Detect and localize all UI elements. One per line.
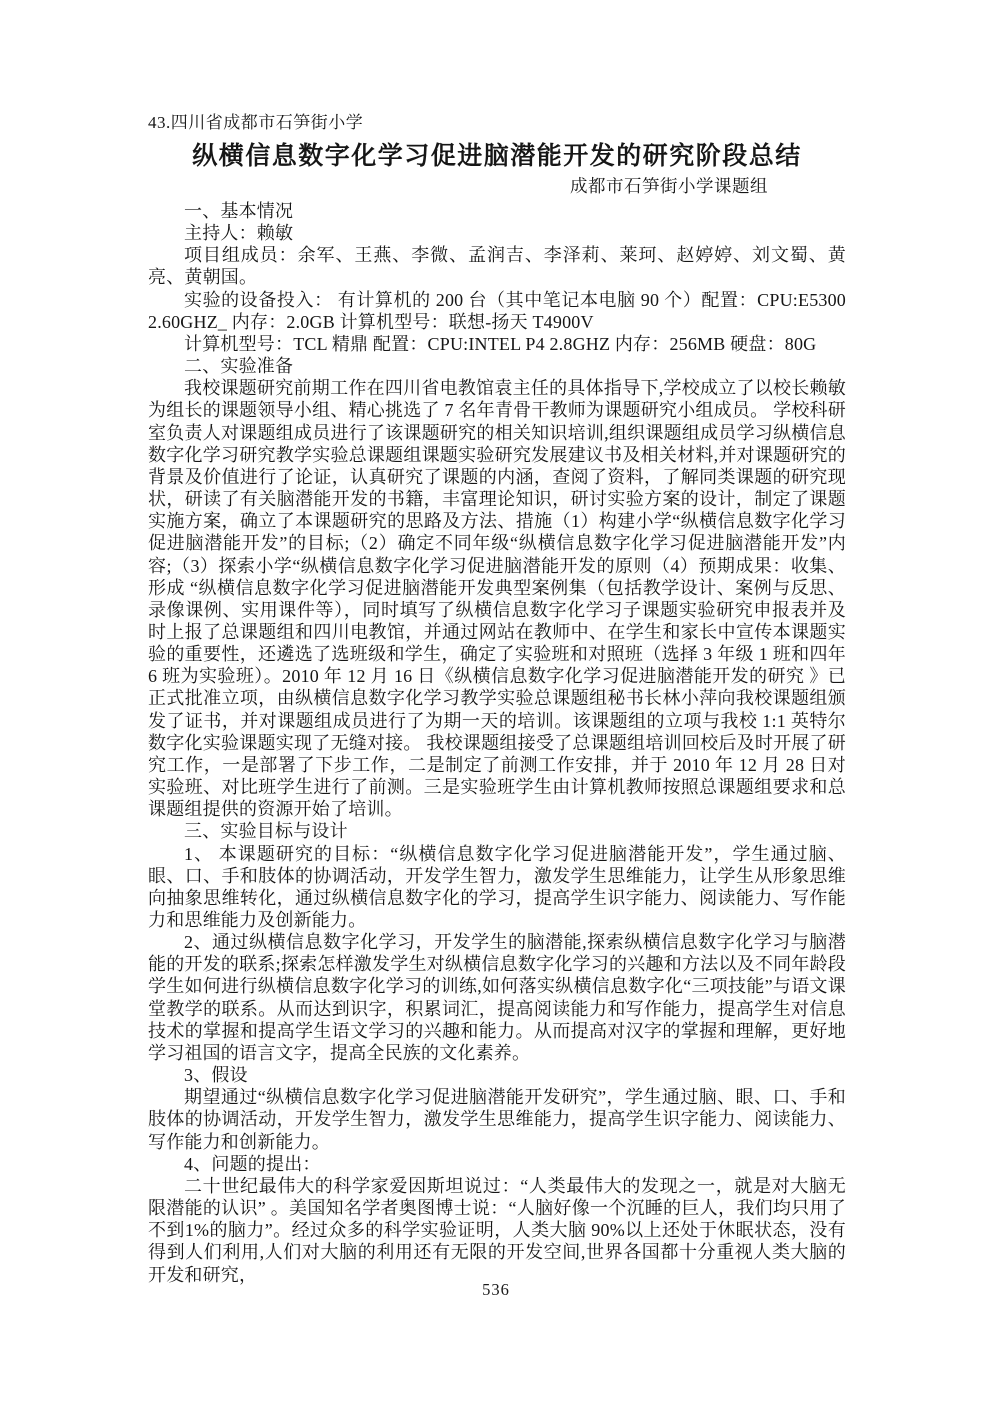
body-paragraph-goal-2: 2、通过纵横信息数字化学习，开发学生的脑潜能,探索纵横信息数字化学习与脑潜能的开发的联系;探索怎样激发学生对纵横信息数字化学习的兴趣和方法以及不同年龄段学生如何进行纵横信息数字化学习的训练,如何落实纵横信息数字化“三项技能”与语文课堂教学的联系。从而达到识字，积累词汇，提高阅读能力和写作能力，提高学生对信息技术的掌握和提高学生语文学习的兴趣和能力。从而提高对汉字的掌握和理解，更好地学习祖国的语言文字，提高全民族的文化素养。 [148, 932, 846, 1063]
body-paragraph-hypothesis: 期望通过“纵横信息数字化学习促进脑潜能开发研究”，学生通过脑、眼、口、手和肢体的协调活动，开发学生智力，激发学生思维能力，提高学生识字能力、阅读能力、写作能力和创新能力。 [148, 1087, 846, 1152]
document-content [148, 112, 846, 1286]
body-paragraph-equipment: 实验的设备投入： 有计算机的 200 台（其中笔记本电脑 90 个）配置：CPU:E5300 2.60GHZ_ 内存：2.0GB 计算机型号：联想-扬天 T4900V [148, 289, 846, 332]
body-paragraph-goal-1: 1、 本课题研究的目标：“纵横信息数字化学习促进脑潜能开发”，学生通过脑、眼、口、手和肢体的协调活动，开发学生智力，激发学生思维能力，让学生从形象思维向抽象思维转化，通过纵横信息数字化的学习，提高学生识字能力、阅读能力、写作能力和思维能力及创新能力。 [148, 843, 846, 930]
body-paragraph-host: 主持人：赖敏 [184, 223, 294, 244]
section-heading-problem: 4、问题的提出： [184, 1153, 321, 1174]
school-heading: 43.四川省成都市石笋街小学 [148, 113, 364, 132]
body-paragraph-problem: 二十世纪最伟大的科学家爱因斯坦说过：“人类最伟大的发现之一，就是对大脑无限潜能的认识” 。美国知名学者奥图博士说：“人脑好像一个沉睡的巨人，我们均只用了不到1%的脑力”。经过众多的科学实验证明，人类大脑 90%以上还处于休眠状态，没有得到人们利用,人们对大脑的利用还有无限的开发空间,世界各国都十分重视人类大脑的开发和研究， [148, 1175, 846, 1285]
section-heading-basic-info: 一、基本情况 [184, 201, 294, 221]
byline: 成都市石笋街小学课题组 [570, 176, 768, 196]
section-heading-goals-design: 三、实验目标与设计 [184, 821, 348, 842]
body-paragraph-members: 项目组成员：余军、王燕、李微、孟润吉、李泽莉、莱珂、赵婷婷、刘文蜀、黄亮、黄朝国。 [148, 245, 846, 288]
section-heading-preparation: 二、实验准备 [184, 356, 294, 377]
body-paragraph-preparation: 我校课题研究前期工作在四川省电教馆袁主任的具体指导下,学校成立了以校长赖敏为组长的课题领导小组、精心挑选了 7 名年青骨干教师为课题研究小组成员。 学校科研室负责人对课题组成员进行了该课题研究的相关知识培训,组织课题组成员学习纵横信息数字化学习研究教学实验总课题组课题实验研究发展建议书及相关材料,并对课题研究的背景及价值进行了论证，认真研究了课题的内涵，查阅了资料，了解同类课题的研究现状，研读了有关脑潜能开发的书籍，丰富理论知识，研讨实验方案的设计，制定了课题实施方案，确立了本课题研究的思路及方法、措施（1）构建小学“纵横信息数字化学习促进脑潜能开发”的目标;（2）确定不同年级“纵横信息数字化学习促进脑潜能开发”内容;（3）探索小学“纵横信息数字化学习促进脑潜能开发的原则（4）预期成果：收集、形成 “纵横信息数字化学习促进脑潜能开发典型案例集（包括教学设计、案例与反思、录像课例、实用课件等），同时填写了纵横信息数字化学习子课题实验研究申报表并及时上报了总课题组和四川电教馆，并通过网站在教师中、在学生和家长中宣传本课题实验的重要性，还遴选了选班级和学生，确定了实验班和对照班（选择 3 年级 1 班和四年 6 班为实验班）。2010 年 12 月 16 日《纵横信息数字化学习促进脑潜能开发的研究 》已正式批准立项，由纵横信息数字化学习教学实验总课题组秘书长林小萍向我校课题组颁发了证书，并对课题组成员进行了为期一天的培训。该课题组的立项与我校 1:1 英特尔数字化实验课题实现了无缝对接。 我校课题组接受了总课题组培训回校后及时开展了研究工作，一是部署了下步工作，二是制定了前测工作安排，并于 2010 年 12 月 28 日对实验班、对比班学生进行了前测。三是实验班学生由计算机教师按照总课题组要求和总课题组提供的资源开始了培训。 [148, 378, 846, 820]
page-number: 536 [482, 1280, 510, 1299]
body-paragraph-computer-model: 计算机型号：TCL 精鼎 配置：CPU:INTEL P4 2.8GHZ 内存：256MB 硬盘：80G [184, 333, 817, 354]
section-heading-hypothesis: 3、假设 [184, 1065, 248, 1086]
document-title: 纵横信息数字化学习促进脑潜能开发的研究阶段总结 [192, 143, 802, 170]
